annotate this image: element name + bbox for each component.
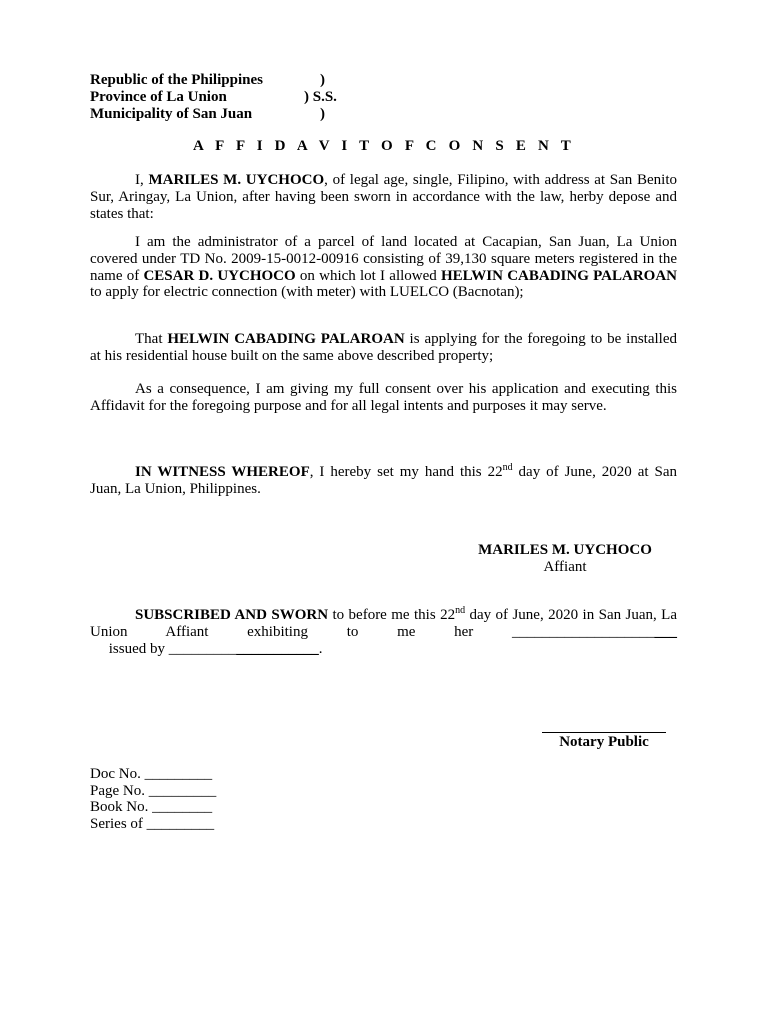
witness-lead: IN WITNESS WHEREOF	[135, 464, 310, 480]
registry-series-of: Series of _________	[90, 815, 215, 832]
paragraph-jurat	[90, 607, 677, 657]
text-run: .	[318, 640, 323, 657]
paragraph-land-details	[90, 234, 677, 301]
venue-label: Municipality of San Juan	[90, 106, 253, 122]
text-run: day of June, 2020 in San Juan, La Union Affiant exhibiting to me her ___________________	[90, 607, 677, 640]
affiant-name: MARILES M. UYCHOCO	[148, 172, 325, 188]
registry-doc-no: Doc No. _________	[90, 766, 213, 782]
text-run: That	[135, 331, 168, 347]
affiant-signature-block	[465, 542, 665, 576]
text-run: on which lot I allowed	[295, 267, 441, 284]
ordinal-suffix: nd	[455, 605, 466, 616]
registry-page-no: Page No. _________	[90, 782, 217, 799]
text-run: , I hereby set my hand this 22	[309, 464, 503, 480]
text-run: As a consequence, I am giving my full consent over his application and executing this Affidavit for the foregoing purpose and for all legal intents and purposes it may serve.	[90, 381, 677, 414]
owner-name: CESAR D. UYCHOCO	[143, 267, 296, 284]
text-run: to before me this 22	[328, 607, 456, 623]
paragraph-consent	[90, 381, 677, 415]
paragraph-application	[90, 331, 677, 365]
blank-field[interactable]: ___	[654, 623, 677, 640]
ordinal-suffix: nd	[502, 462, 513, 473]
text-run: , of legal age, single, Filipino, with address at San Benito Sur, Aringay, La Union, after having been sworn in accordance with the law, herby depose and states that:	[90, 172, 677, 222]
signatory-name: MARILES M. UYCHOCO	[478, 542, 652, 558]
venue-label: Republic of the Philippines	[90, 72, 263, 88]
registry-book-no: Book No. ________	[90, 799, 213, 815]
notary-signature-block	[542, 722, 666, 751]
notarial-registry	[90, 766, 216, 832]
venue-bracket: )	[320, 106, 325, 122]
text-run: is applying for the foregoing to be installed at his residential house built on the same above described property;	[90, 331, 677, 364]
document-title: A F F I D A V I T O F C O N S E N T	[193, 138, 575, 154]
paragraph-witness	[90, 464, 677, 498]
jurat-lead: SUBSCRIBED AND SWORN	[135, 607, 329, 623]
signature-line	[542, 732, 666, 733]
venue-label: Province of La Union	[90, 89, 227, 105]
paragraph-affiant-identity	[90, 172, 677, 222]
notary-label: Notary Public	[559, 734, 649, 750]
venue-bracket: )	[320, 72, 325, 88]
text-run: day of June, 2020 at San Juan, La Union, Philippines.	[90, 464, 677, 497]
signatory-role: Affiant	[543, 559, 587, 575]
text-run: to apply for electric connection (with meter) with LUELCO (Bacnotan);	[90, 284, 524, 301]
applicant-name: HELWIN CABADING PALAROAN	[441, 267, 677, 284]
blank-field[interactable]: ___________	[236, 640, 319, 657]
text-run: I,	[135, 172, 149, 188]
text-run: issued by _________	[90, 640, 237, 657]
venue-bracket: ) S.S.	[304, 89, 337, 105]
applicant-name: HELWIN CABADING PALAROAN	[167, 331, 405, 347]
text-run: I am the administrator of a parcel of land located at Cacapian, San Juan, La Union covered under TD No. 2009-15-0012-00916 consisting of 39,130 square meters registered in the name of	[90, 234, 677, 284]
